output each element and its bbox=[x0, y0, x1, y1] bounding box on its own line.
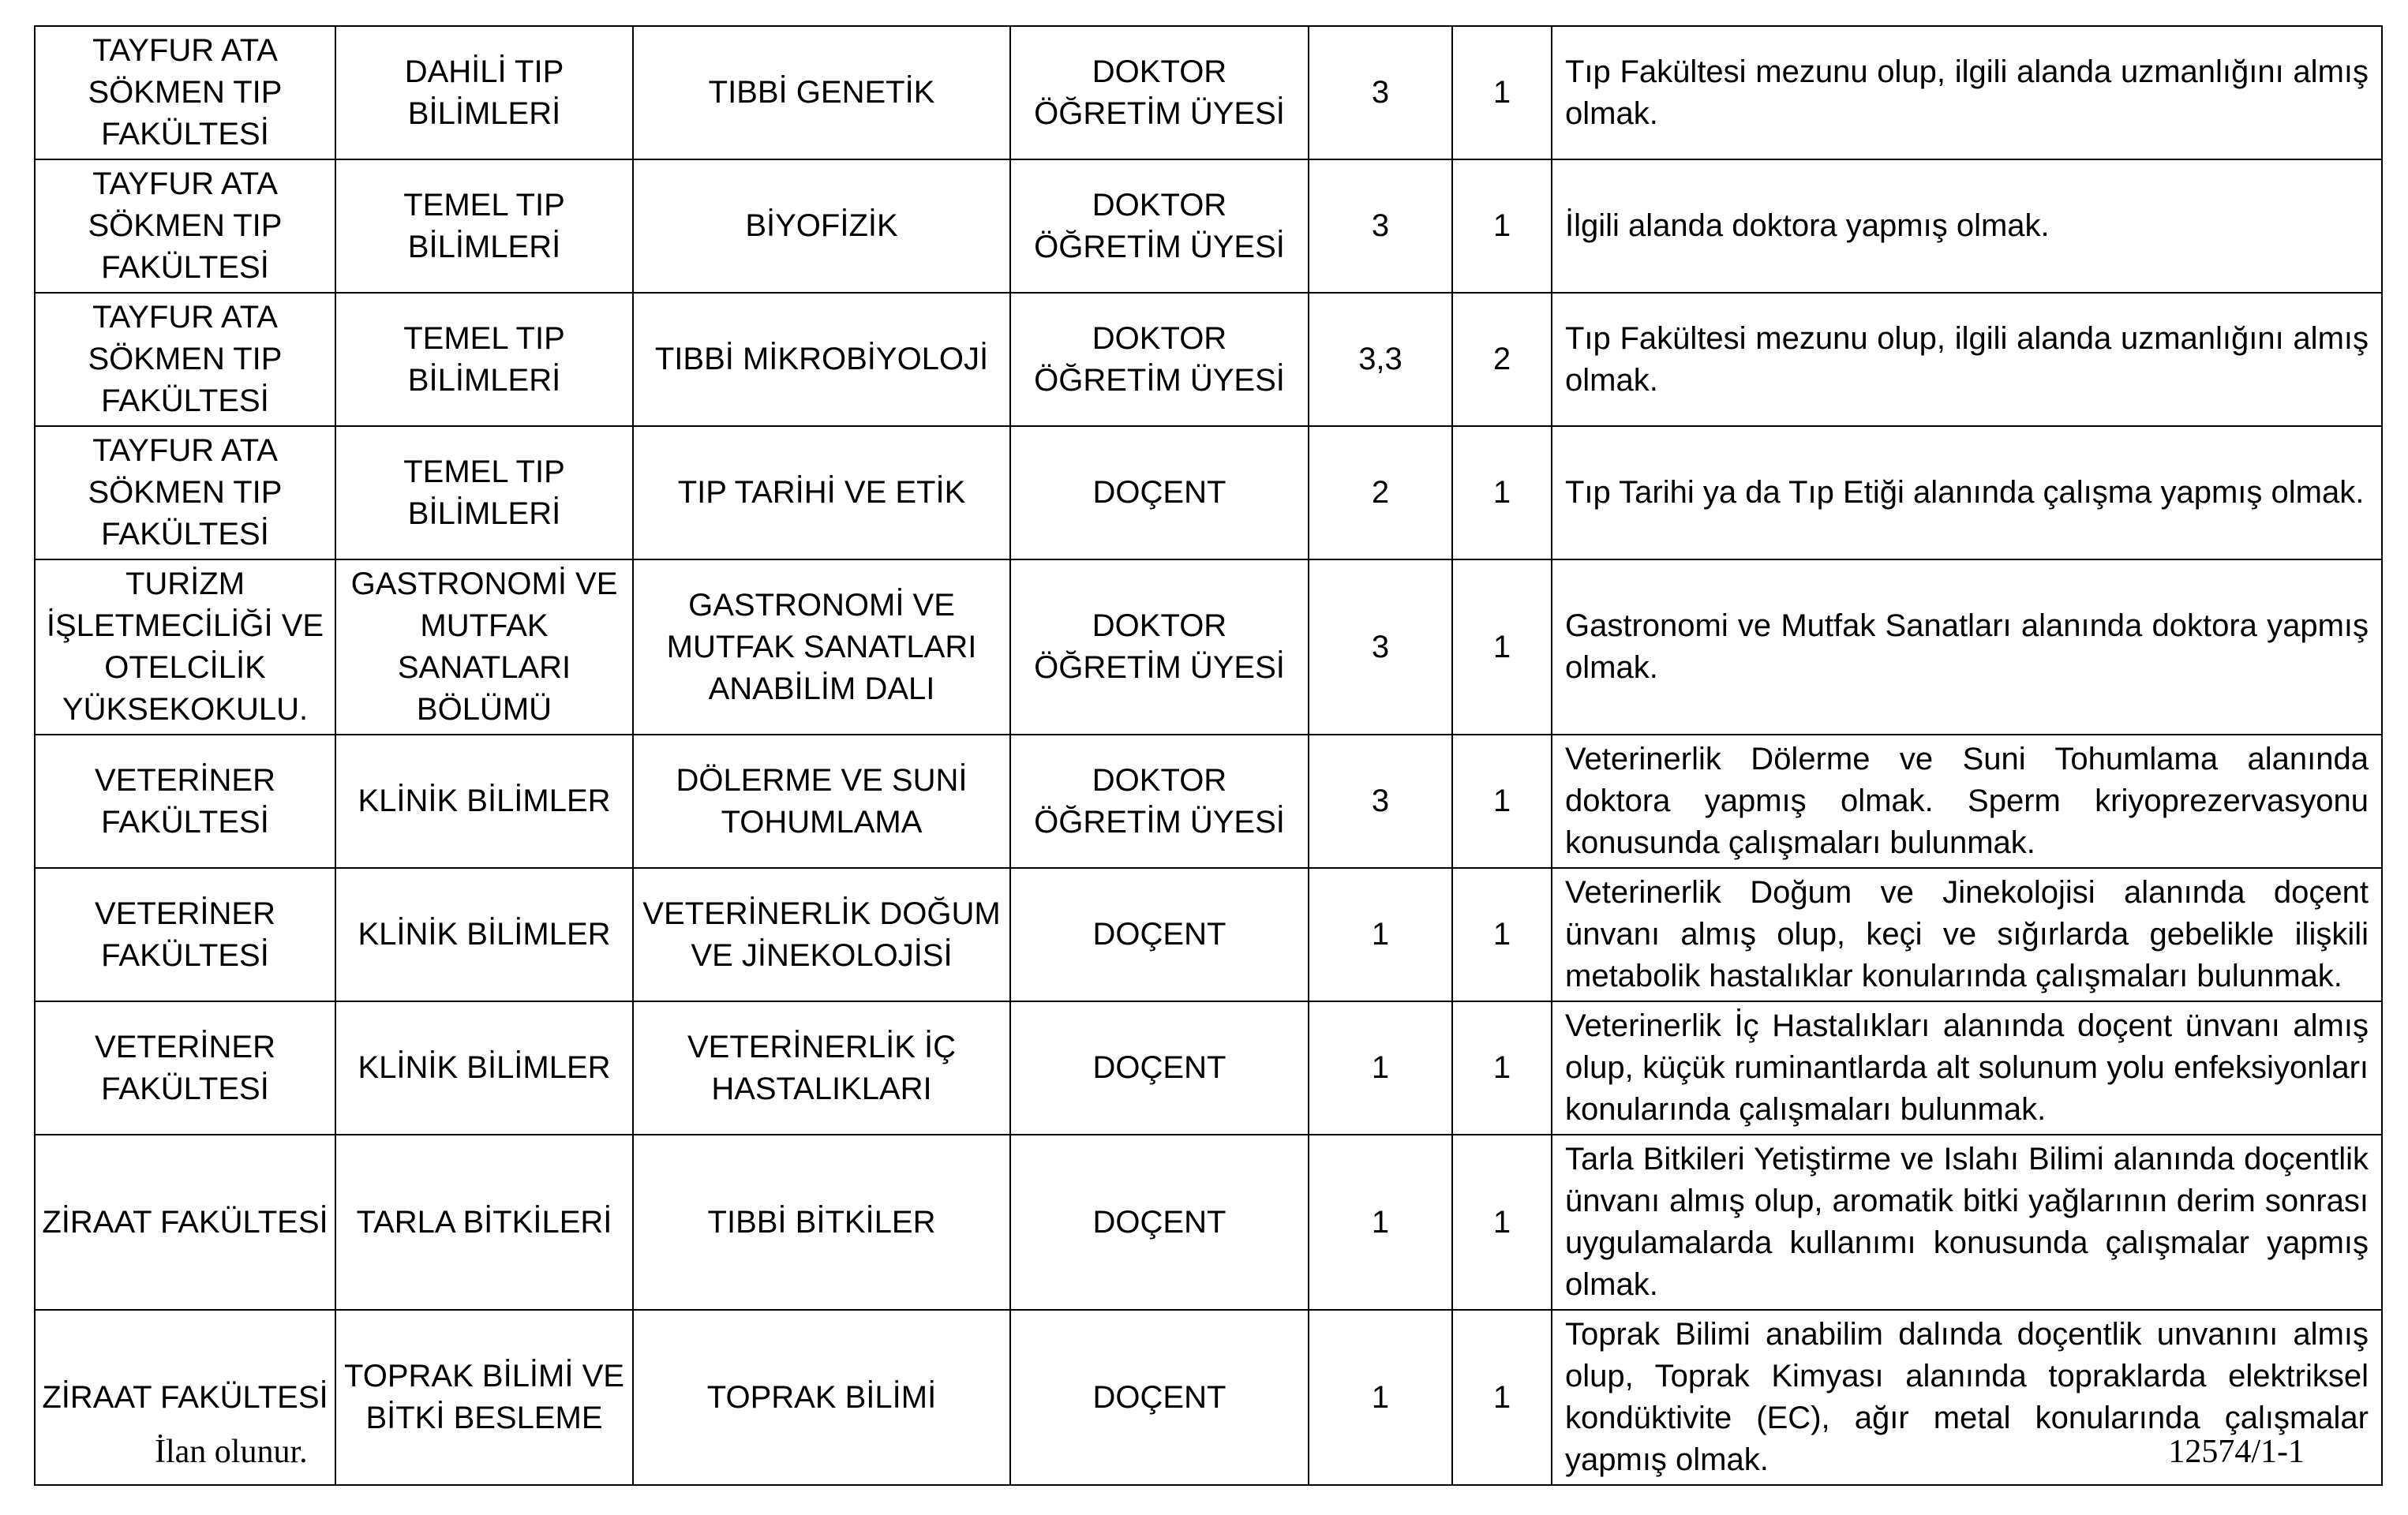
department-cell: KLİNİK BİLİMLER bbox=[335, 735, 633, 868]
table-row bbox=[35, 26, 2382, 159]
faculty-cell: TAYFUR ATA SÖKMEN TIP FAKÜLTESİ bbox=[35, 426, 335, 559]
faculty-cell: TAYFUR ATA SÖKMEN TIP FAKÜLTESİ bbox=[35, 159, 335, 293]
count-cell: 2 bbox=[1452, 293, 1552, 426]
division-cell: TIBBİ GENETİK bbox=[633, 26, 1010, 159]
requirement-cell: Tıp Fakültesi mezunu olup, ilgili alanda uzmanlığını almış olmak. bbox=[1552, 293, 2382, 426]
count-cell: 1 bbox=[1452, 868, 1552, 1001]
title-cell: DOÇENT bbox=[1010, 426, 1309, 559]
division-cell: BİYOFİZİK bbox=[633, 159, 1010, 293]
department-cell: TEMEL TIP BİLİMLERİ bbox=[335, 293, 633, 426]
requirement-cell: Tarla Bitkileri Yetiştirme ve Islahı Bilimi alanında doçentlik ünvanı almış olup, aromatik bitki yağlarının derim sonrası uygulamalarda kullanımı konusunda çalışmalar yapmış olmak. bbox=[1552, 1135, 2382, 1310]
degree-cell: 1 bbox=[1309, 1001, 1452, 1135]
division-cell: VETERİNERLİK İÇ HASTALIKLARI bbox=[633, 1001, 1010, 1135]
closing-note: İlan olunur. bbox=[155, 1434, 308, 1470]
requirement-cell: Veterinerlik Dölerme ve Suni Tohumlama alanında doktora yapmış olmak. Sperm kriyoprezervasyonu konusunda çalışmaları bulunmak. bbox=[1552, 735, 2382, 868]
title-cell: DOKTOR ÖĞRETİM ÜYESİ bbox=[1010, 559, 1309, 735]
title-cell: DOKTOR ÖĞRETİM ÜYESİ bbox=[1010, 159, 1309, 293]
department-cell: KLİNİK BİLİMLER bbox=[335, 868, 633, 1001]
count-cell: 1 bbox=[1452, 1001, 1552, 1135]
faculty-cell: TAYFUR ATA SÖKMEN TIP FAKÜLTESİ bbox=[35, 293, 335, 426]
requirement-cell: Tıp Fakültesi mezunu olup, ilgili alanda uzmanlığını almış olmak. bbox=[1552, 26, 2382, 159]
division-cell: VETERİNERLİK DOĞUM VE JİNEKOLOJİSİ bbox=[633, 868, 1010, 1001]
degree-cell: 3 bbox=[1309, 159, 1452, 293]
title-cell: DOKTOR ÖĞRETİM ÜYESİ bbox=[1010, 293, 1309, 426]
division-cell: GASTRONOMİ VE MUTFAK SANATLARI ANABİLİM DALI bbox=[633, 559, 1010, 735]
table-row bbox=[35, 559, 2382, 735]
count-cell: 1 bbox=[1452, 159, 1552, 293]
requirement-cell: Toprak Bilimi anabilim dalında doçentlik unvanını almış olup, Toprak Kimyası alanında topraklarda elektriksel kondüktivite (EC), ağır metal konularında çalışmalar yapmış olmak. bbox=[1552, 1310, 2382, 1485]
table-row bbox=[35, 293, 2382, 426]
faculty-cell: VETERİNER FAKÜLTESİ bbox=[35, 1001, 335, 1135]
count-cell: 1 bbox=[1452, 1310, 1552, 1485]
faculty-cell: ZİRAAT FAKÜLTESİ bbox=[35, 1135, 335, 1310]
position-listing-table bbox=[34, 25, 2383, 1486]
degree-cell: 1 bbox=[1309, 868, 1452, 1001]
requirement-cell: Veterinerlik İç Hastalıkları alanında doçent ünvanı almış olup, küçük ruminantlarda alt solunum yolu enfeksiyonları konularında çalışmaları bulunmak. bbox=[1552, 1001, 2382, 1135]
degree-cell: 3 bbox=[1309, 735, 1452, 868]
count-cell: 1 bbox=[1452, 426, 1552, 559]
announcement-number: 12574/1-1 bbox=[2168, 1434, 2305, 1470]
division-cell: TIBBİ BİTKİLER bbox=[633, 1135, 1010, 1310]
table-row bbox=[35, 868, 2382, 1001]
table-row bbox=[35, 735, 2382, 868]
table-row bbox=[35, 1135, 2382, 1310]
table-row bbox=[35, 426, 2382, 559]
department-cell: TARLA BİTKİLERİ bbox=[335, 1135, 633, 1310]
table-row bbox=[35, 159, 2382, 293]
count-cell: 1 bbox=[1452, 1135, 1552, 1310]
degree-cell: 3 bbox=[1309, 26, 1452, 159]
title-cell: DOÇENT bbox=[1010, 1310, 1309, 1485]
faculty-cell: TAYFUR ATA SÖKMEN TIP FAKÜLTESİ bbox=[35, 26, 335, 159]
requirement-cell: İlgili alanda doktora yapmış olmak. bbox=[1552, 159, 2382, 293]
title-cell: DOKTOR ÖĞRETİM ÜYESİ bbox=[1010, 735, 1309, 868]
department-cell: TEMEL TIP BİLİMLERİ bbox=[335, 159, 633, 293]
division-cell: DÖLERME VE SUNİ TOHUMLAMA bbox=[633, 735, 1010, 868]
division-cell: TOPRAK BİLİMİ bbox=[633, 1310, 1010, 1485]
faculty-cell: ZİRAAT FAKÜLTESİ bbox=[35, 1310, 335, 1485]
division-cell: TIBBİ MİKROBİYOLOJİ bbox=[633, 293, 1010, 426]
table-row bbox=[35, 1310, 2382, 1485]
count-cell: 1 bbox=[1452, 735, 1552, 868]
title-cell: DOKTOR ÖĞRETİM ÜYESİ bbox=[1010, 26, 1309, 159]
title-cell: DOÇENT bbox=[1010, 1135, 1309, 1310]
department-cell: GASTRONOMİ VE MUTFAK SANATLARI BÖLÜMÜ bbox=[335, 559, 633, 735]
title-cell: DOÇENT bbox=[1010, 1001, 1309, 1135]
department-cell: TOPRAK BİLİMİ VE BİTKİ BESLEME bbox=[335, 1310, 633, 1485]
degree-cell: 3 bbox=[1309, 559, 1452, 735]
degree-cell: 1 bbox=[1309, 1135, 1452, 1310]
degree-cell: 1 bbox=[1309, 1310, 1452, 1485]
faculty-cell: VETERİNER FAKÜLTESİ bbox=[35, 868, 335, 1001]
table-row bbox=[35, 1001, 2382, 1135]
requirement-cell: Veterinerlik Doğum ve Jinekolojisi alanında doçent ünvanı almış olup, keçi ve sığırlarda gebelikle ilişkili metabolik hastalıklar konularında çalışmaları bulunmak. bbox=[1552, 868, 2382, 1001]
division-cell: TIP TARİHİ VE ETİK bbox=[633, 426, 1010, 559]
degree-cell: 2 bbox=[1309, 426, 1452, 559]
count-cell: 1 bbox=[1452, 559, 1552, 735]
faculty-cell: VETERİNER FAKÜLTESİ bbox=[35, 735, 335, 868]
requirement-cell: Gastronomi ve Mutfak Sanatları alanında doktora yapmış olmak. bbox=[1552, 559, 2382, 735]
position-listing-table-container bbox=[34, 25, 2381, 1486]
faculty-cell: TURİZM İŞLETMECİLİĞİ VE OTELCİLİK YÜKSEKOKULU. bbox=[35, 559, 335, 735]
department-cell: KLİNİK BİLİMLER bbox=[335, 1001, 633, 1135]
count-cell: 1 bbox=[1452, 26, 1552, 159]
degree-cell: 3,3 bbox=[1309, 293, 1452, 426]
department-cell: DAHİLİ TIP BİLİMLERİ bbox=[335, 26, 633, 159]
requirement-cell: Tıp Tarihi ya da Tıp Etiği alanında çalışma yapmış olmak. bbox=[1552, 426, 2382, 559]
department-cell: TEMEL TIP BİLİMLERİ bbox=[335, 426, 633, 559]
title-cell: DOÇENT bbox=[1010, 868, 1309, 1001]
